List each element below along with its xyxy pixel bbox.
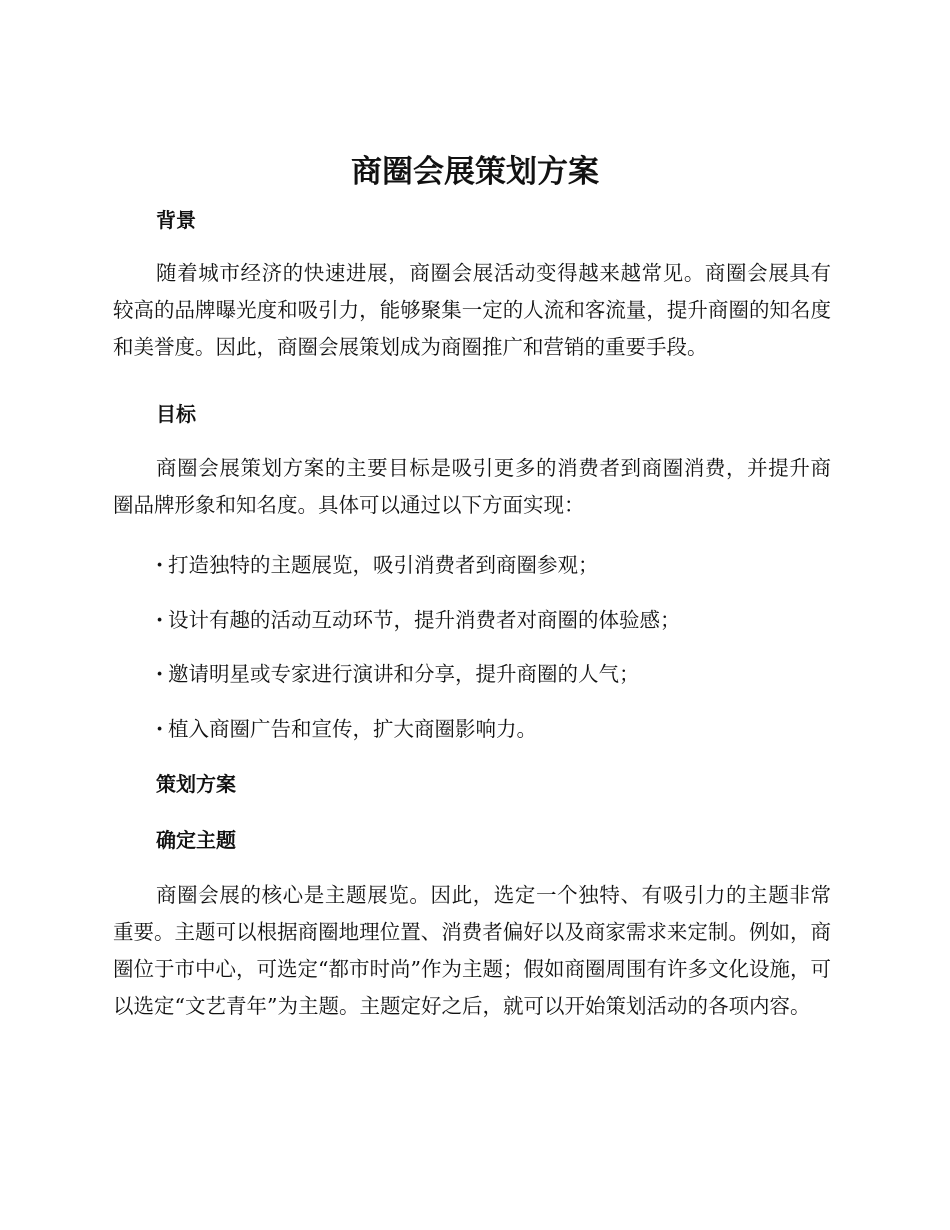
- paragraph-goal: 商圈会展策划方案的主要目标是吸引更多的消费者到商圈消费，并提升商圈品牌形象和知名度。具体可以通过以下方面实现：: [113, 456, 831, 517]
- section-heading-goal: 目标: [156, 402, 196, 426]
- bullet-dot-icon: ·: [156, 662, 164, 686]
- bullet-dot-icon: ·: [156, 717, 164, 741]
- bullet-item-4: [156, 714, 537, 744]
- bullet-dot-icon: ·: [156, 608, 164, 632]
- bullet-text: 植入商圈广告和宣传，扩大商圈影响力。: [168, 717, 537, 741]
- bullet-dot-icon: ·: [156, 553, 164, 577]
- paragraph-background: 随着城市经济的快速进展，商圈会展活动变得越来越常见。商圈会展具有较高的品牌曝光度和吸引力，能够聚集一定的人流和客流量，提升商圈的知名度和美誉度。因此，商圈会展策划成为商圈推广和营销的重要手段。: [113, 261, 831, 359]
- bullet-text: 邀请明星或专家进行演讲和分享，提升商圈的人气；: [168, 662, 640, 686]
- bullet-item-1: [156, 550, 599, 580]
- section-heading-background: 背景: [156, 208, 196, 232]
- bullet-item-3: [156, 659, 640, 689]
- paragraph-theme: 商圈会展的核心是主题展览。因此，选定一个独特、有吸引力的主题非常重要。主题可以根据商圈地理位置、消费者偏好以及商家需求来定制。例如，商圈位于市中心，可选定“都市时尚”作为主题；假如商圈周围有许多文化设施，可以选定“文艺青年”为主题。主题定好之后，就可以开始策划活动的各项内容。: [113, 883, 831, 1018]
- section-heading-theme: 确定主题: [156, 828, 236, 852]
- bullet-text: 设计有趣的活动互动环节，提升消费者对商圈的体验感；: [168, 608, 681, 632]
- document-title: 商圈会展策划方案: [351, 154, 599, 190]
- bullet-text: 打造独特的主题展览，吸引消费者到商圈参观；: [168, 553, 599, 577]
- bullet-item-2: [156, 605, 681, 635]
- section-heading-plan: 策划方案: [156, 772, 236, 796]
